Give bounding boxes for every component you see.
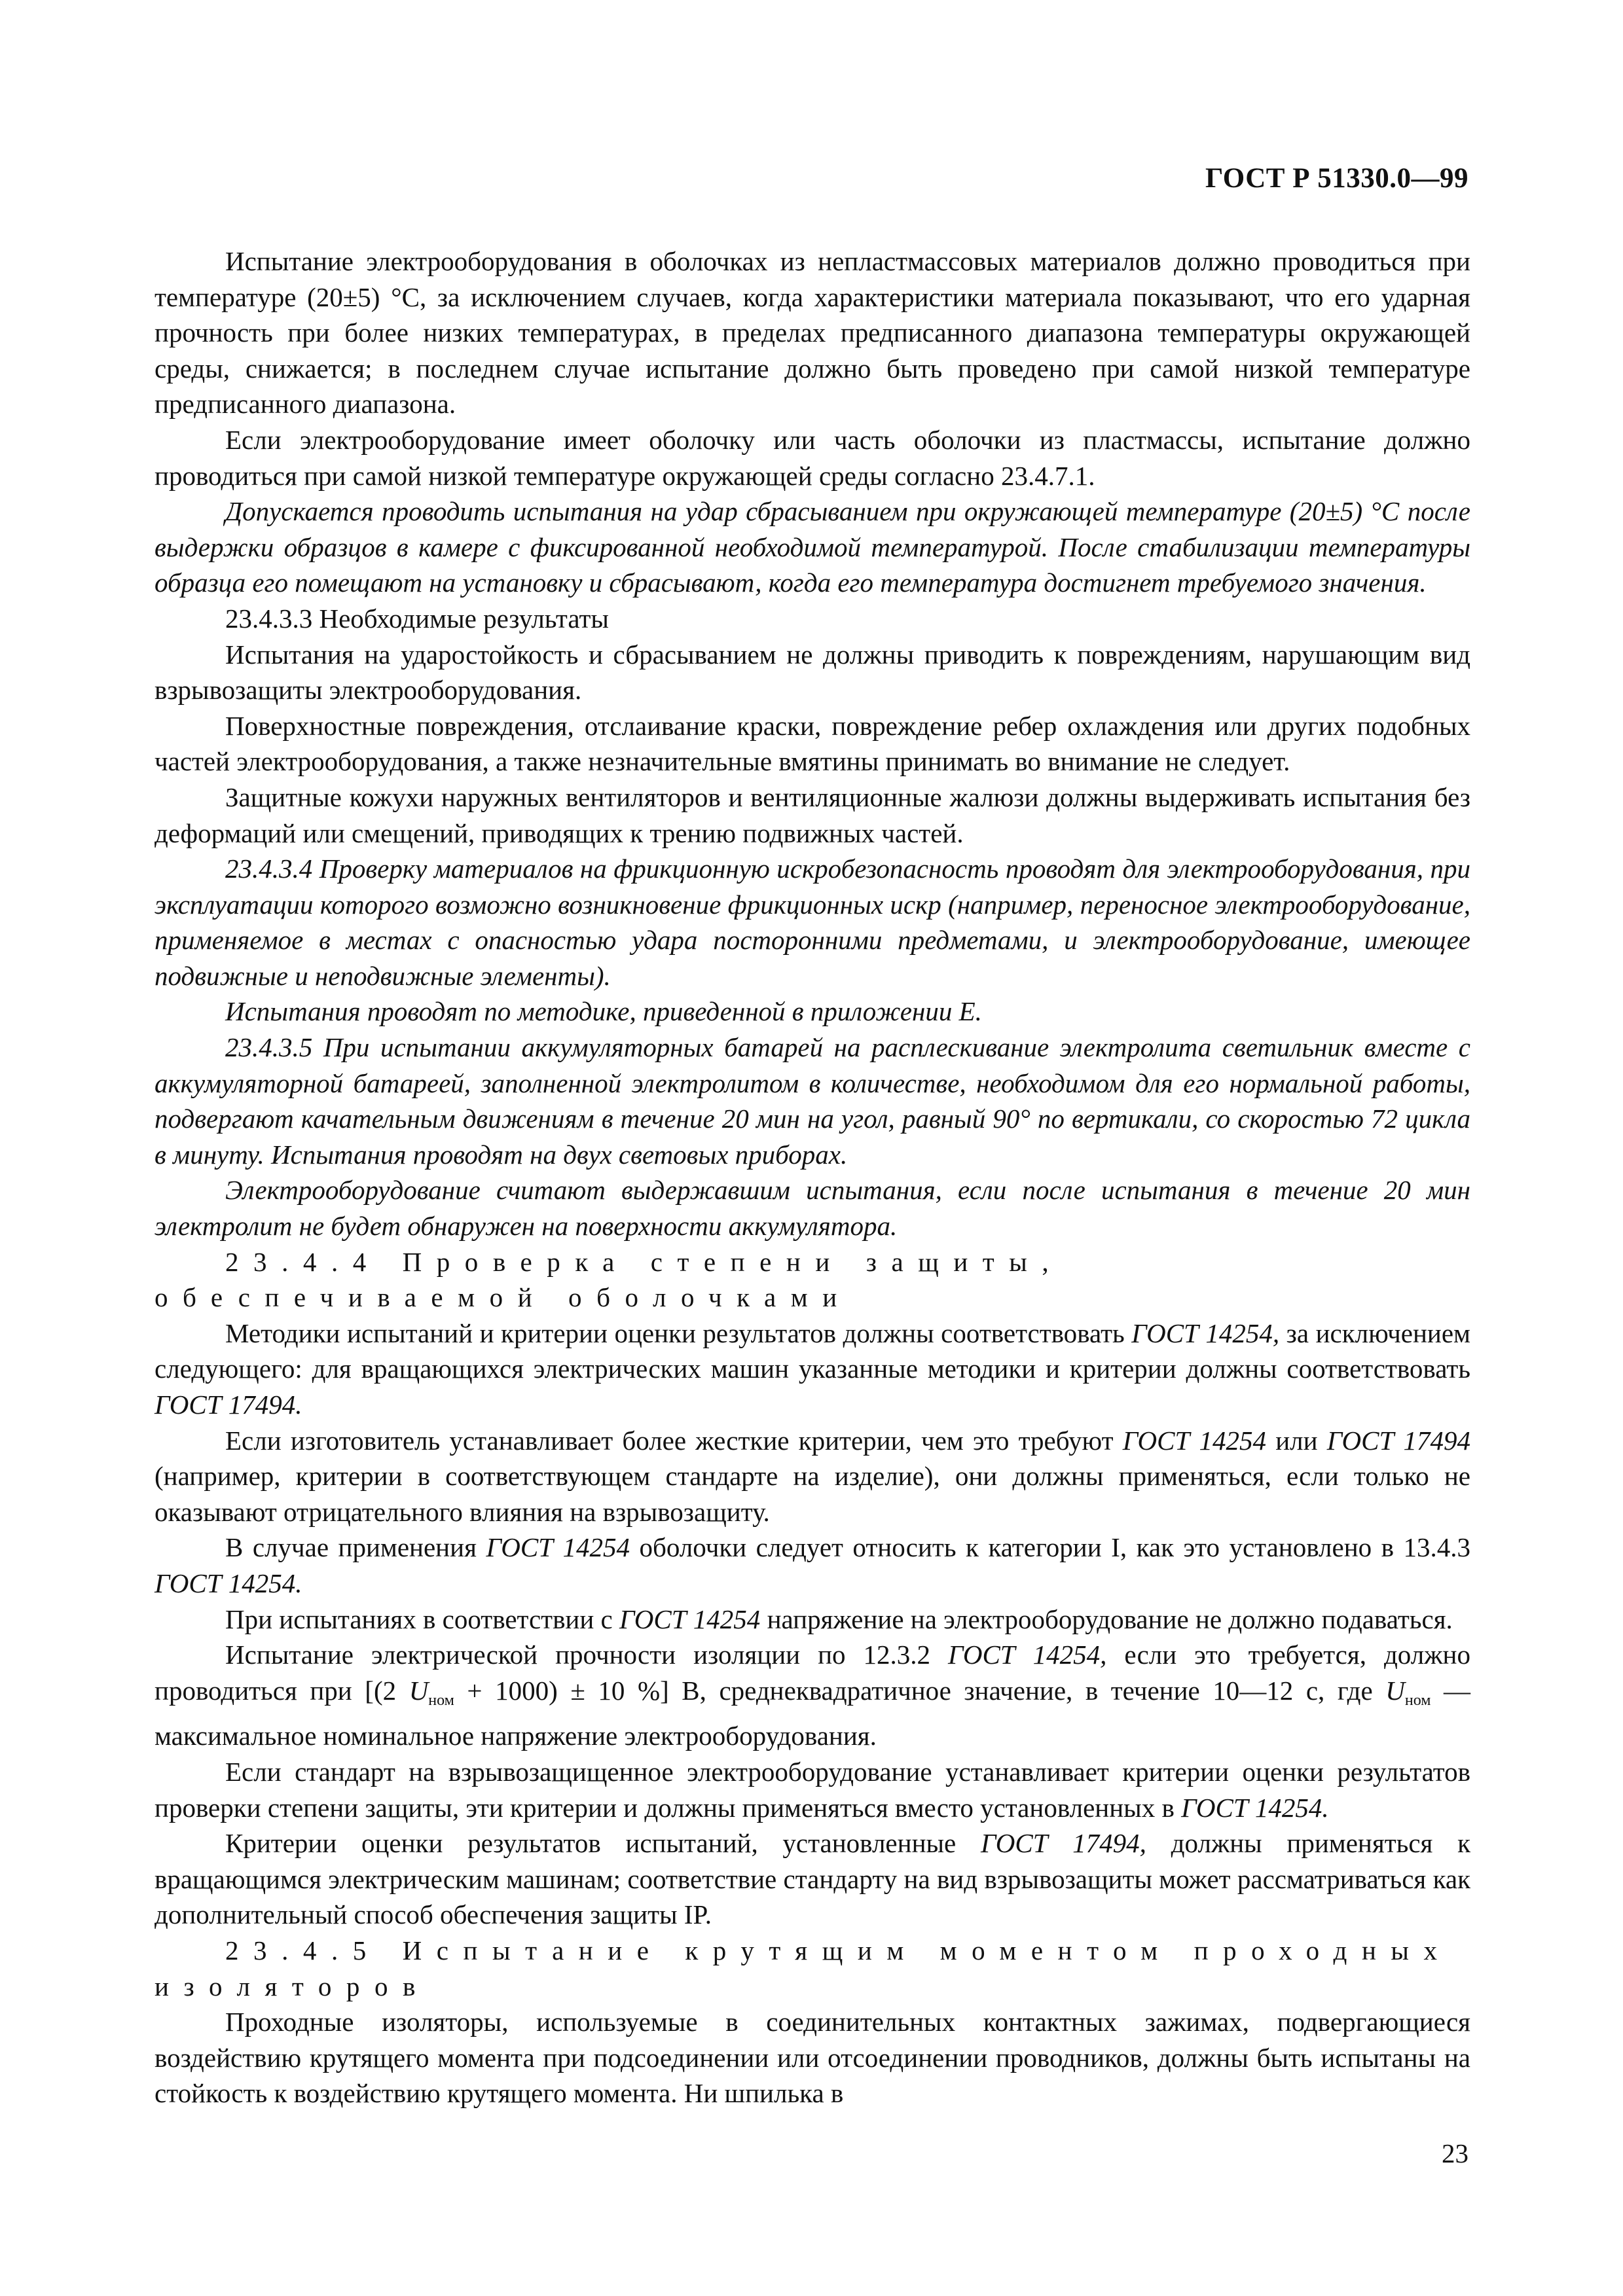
- voltage-symbol: U: [1385, 1675, 1405, 1706]
- text-run: или: [1266, 1425, 1327, 1456]
- paragraph-italic: Допускается проводить испытания на удар сбрасыванием при окружающей температуре (20±5) °С после выдержки образцов в камере с фиксированной необходимой температурой. После стабилизации температуры образца его помещают на установку и сбрасывают, когда его температура достигнет требуемого значения.: [155, 496, 1470, 598]
- paragraph-italic-23-4-3-4: 23.4.3.4 Проверку материалов на фрикционную искробезопасность проводят для электрооборудования, при эксплуатации которого возможно возникновение фрикционных искр (например, переносное электрооборудование, применяемое в местах с опасностью удара посторонними предметами, и электрооборудование, имеющее подвижные и неподвижные элементы).: [155, 853, 1470, 991]
- paragraph-italic-23-4-3-5: 23.4.3.5 При испытании аккумуляторных батарей на расплескивание электролита светильник вместе с аккумуляторной батареей, заполненной электролитом в количестве, необходимом для его нормальной работы, подвергают качательным движениям в течение 20 мин на угол, равный 90° по вертикали, со скоростью 72 цикла в минуту. Испытания проводят на двух световых приборах.: [155, 1032, 1470, 1170]
- standard-reference: ГОСТ 14254: [1122, 1425, 1266, 1456]
- text-run: если это требуется, должно проводиться при [(2: [155, 1640, 1470, 1706]
- text-run: должны применяться к вращающимся электрическим машинам; соответствие стандарту на вид взрывозащиты может рассматриваться как дополнительный способ обеспечения защиты IP.: [155, 1828, 1471, 1930]
- text-run: + 1000) ± 10 %] В, среднеквадратичное значение, в течение 10—12 с, где: [454, 1675, 1386, 1706]
- text-run: Критерии оценки результатов испытаний, установленные: [225, 1828, 981, 1859]
- text-run: за исключением следующего: для вращающихся электрических машин указанные методики и критерии должны соответствовать: [155, 1318, 1471, 1384]
- paragraph: Испытания на ударостойкость и сбрасыванием не должны приводить к повреждениям, нарушающим вид взрывозащиты электрооборудования.: [155, 639, 1470, 706]
- text-run: Испытание электрической прочности изоляции по 12.3.2: [225, 1640, 949, 1670]
- voltage-subscript: ном: [1404, 1691, 1431, 1709]
- document-code-header: ГОСТ Р 51330.0—99: [1205, 163, 1468, 194]
- standard-reference: ГОСТ 14254,: [948, 1640, 1107, 1670]
- voltage-symbol: U: [409, 1675, 429, 1706]
- page-number: 23: [1442, 2138, 1468, 2168]
- body-text: [155, 243, 1470, 2111]
- paragraph: [155, 1423, 1470, 1530]
- paragraph-italic: Испытания проводят по методике, приведенной в приложении Е.: [225, 996, 982, 1027]
- standard-reference: ГОСТ 14254.: [155, 1568, 302, 1598]
- text-run: (например, критерии в соответствующем стандарте на изделие), они должны применяться, если только не оказывают отрицательного влияния на взрывозащиту.: [155, 1461, 1470, 1527]
- paragraph: [155, 1825, 1470, 1933]
- paragraph: Поверхностные повреждения, отслаивание краски, повреждение ребер охлаждения или других подобных частей электрооборудования, а также незначительные вмятины принимать во внимание не следует.: [155, 710, 1470, 777]
- paragraph: [155, 1754, 1470, 1825]
- standard-reference: ГОСТ 17494: [1326, 1425, 1470, 1456]
- text-run: оболочки следует относить к категории I, как это установлено в 13.4.3: [629, 1532, 1470, 1563]
- paragraph: Испытание электрооборудования в оболочках из непластмассовых материалов должно проводиться при температуре (20±5) °С, за исключением случаев, когда характеристики материала показывают, что его ударная прочность при более низких температурах, в пределах предписанного диапазона температуры окружающей среды, снижается; в последнем случае испытание должно быть проведено при самой низкой температуре предписанного диапазона.: [155, 246, 1470, 420]
- standard-reference: ГОСТ 17494.: [155, 1390, 302, 1420]
- section-heading-23-4-4: 23.4.4 Проверка степени защиты, обеспечиваемой оболочками: [155, 1246, 1064, 1313]
- standard-reference: ГОСТ 14254: [619, 1604, 761, 1634]
- standard-reference: ГОСТ 14254.: [1181, 1792, 1329, 1823]
- paragraph: Защитные кожухи наружных вентиляторов и вентиляционные жалюзи должны выдерживать испытания без деформаций или смещений, приводящих к трению подвижных частей.: [155, 781, 1470, 848]
- standard-reference: ГОСТ 17494,: [980, 1828, 1146, 1859]
- text-run: В случае применения: [225, 1532, 486, 1563]
- paragraph: Проходные изоляторы, используемые в соединительных контактных зажимах, подвергающиеся воздействию крутящего момента при подсоединении или отсоединении проводников, должны быть испытаны на стойкость к воздействию крутящего момента. Ни шпилька в: [155, 2007, 1470, 2109]
- section-heading-23-4-5: 23.4.5 Испытание крутящим моментом проходных изоляторов: [155, 1935, 1452, 2001]
- text-run: — максимальное номинальное напряжение электрооборудования.: [155, 1675, 1470, 1751]
- standard-reference: ГОСТ 14254,: [1131, 1318, 1280, 1348]
- paragraph: [155, 1637, 1470, 1754]
- text-run: Методики испытаний и критерии оценки результатов должны соответствовать: [225, 1318, 1132, 1348]
- paragraph: [155, 1602, 1470, 1638]
- voltage-subscript: ном: [428, 1691, 454, 1709]
- standard-reference: ГОСТ 14254: [486, 1532, 630, 1563]
- text-run: Если изготовитель устанавливает более жесткие критерии, чем это требуют: [225, 1425, 1123, 1456]
- section-heading-23-4-3-3: 23.4.3.3 Необходимые результаты: [225, 603, 609, 634]
- paragraph-italic: Электрооборудование считают выдержавшим испытания, если после испытания в течение 20 мин электролит не будет обнаружен на поверхности аккумулятора.: [155, 1175, 1470, 1242]
- text-run: При испытаниях в соответствии с: [225, 1604, 620, 1634]
- paragraph: Если электрооборудование имеет оболочку или часть оболочки из пластмассы, испытание должно проводиться при самой низкой температуре окружающей среды согласно 23.4.7.1.: [155, 424, 1470, 491]
- text-run: напряжение на электрооборудование не должно подаваться.: [760, 1604, 1453, 1634]
- paragraph: [155, 1530, 1470, 1601]
- paragraph: [155, 1316, 1470, 1423]
- text-run: Если стандарт на взрывозащищенное электрооборудование устанавливает критерии оценки результатов проверки степени защиты, эти критерии и должны применяться вместо установленных в: [155, 1756, 1470, 1823]
